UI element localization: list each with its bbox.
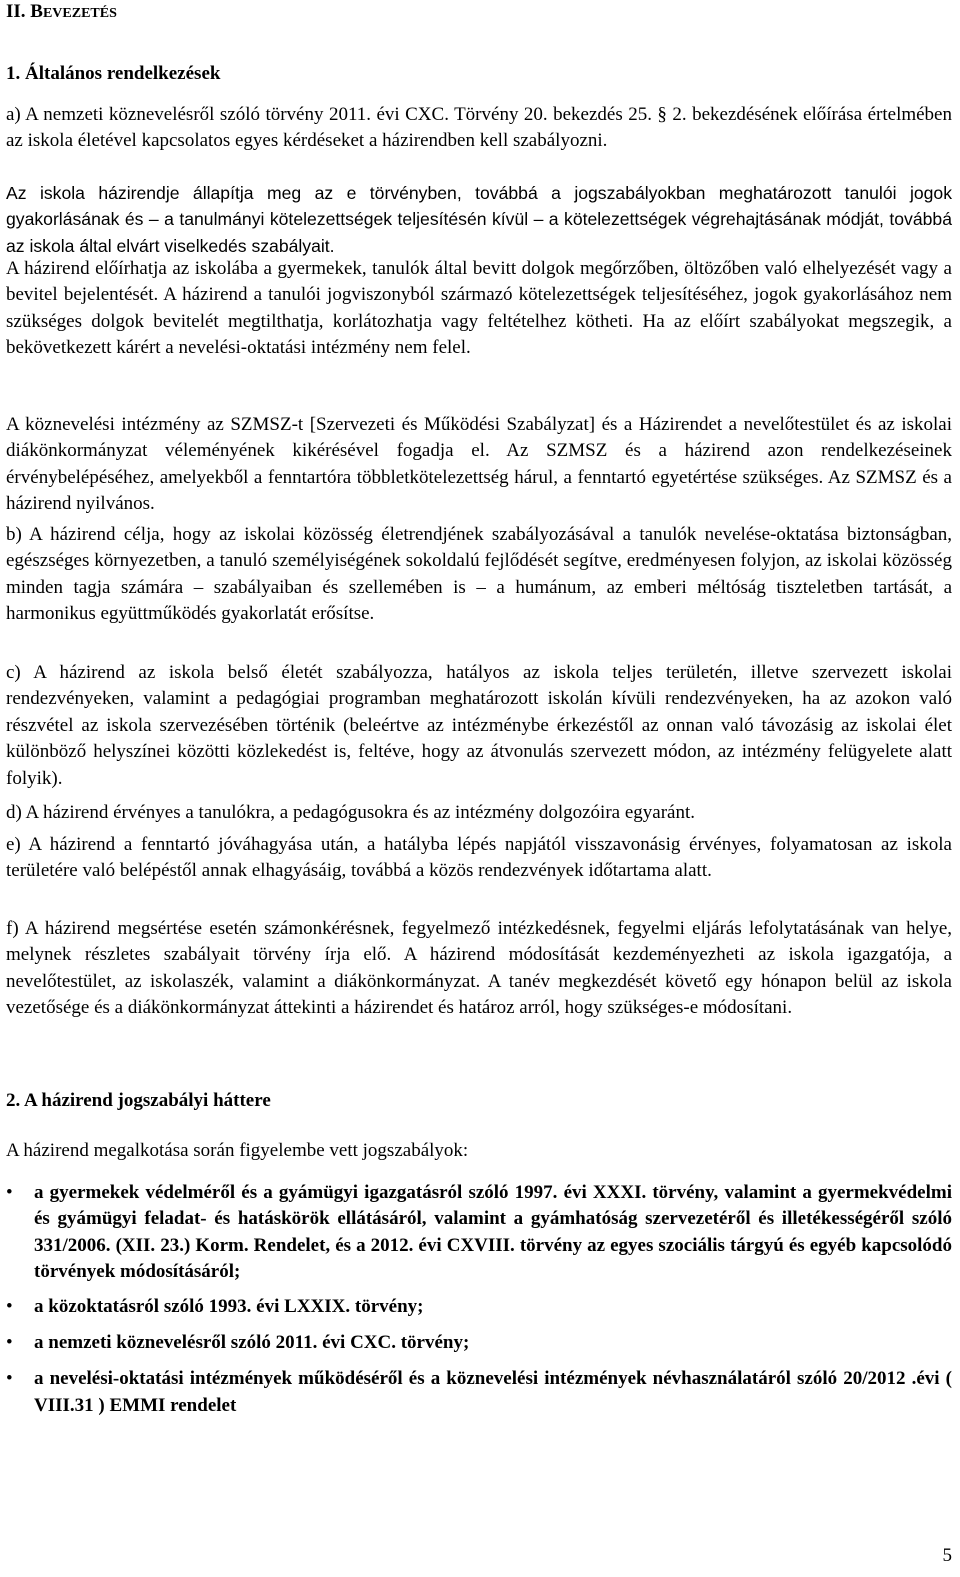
paragraph-szmsz: A köznevelési intézmény az SZMSZ-t [Szervezeti és Működési Szabályzat] és a Házirendet a nevelőtestület és az iskolai diákönkormányzat véleményének kikérésével fogadja el. Az SZMSZ és a házirend azon rendelkezéseinek érvénybelépéséhez, amelyekből a fenntartóra többletkötelezettség hárul, a fenntartó egyetértése szükséges. Az SZMSZ és a házirend nyilvános. <box>6 414 952 515</box>
paragraph-e: e) A házirend a fenntartó jóváhagyása után, a hatályba lépés napjától visszavonásig érvényes, folyamatosan az iskola területére való belépéstől annak elhagyásáig, továbbá a közös rendezvények időtartama alatt. <box>6 834 952 882</box>
chapter-heading-prefix: II. B <box>6 1 43 22</box>
section-2-intro: A házirend megalkotása során figyelembe vett jogszabályok: <box>6 1140 469 1161</box>
list-item-text: a közoktatásról szóló 1993. évi LXXIX. törvény; <box>34 1295 424 1317</box>
bullet-icon: • <box>6 1332 13 1354</box>
section-1-title: 1. Általános rendelkezések <box>6 63 221 84</box>
chapter-heading-rest: EVEZETÉS <box>42 6 117 21</box>
bullet-icon: • <box>6 1295 13 1317</box>
list-item-text: a nevelési-oktatási intézmények működéséről és a köznevelési intézmények névhasználatáról szóló 20/2012 .évi ( VIII.31 ) EMMI rendelet <box>34 1368 952 1416</box>
chapter-heading <box>6 0 117 26</box>
list-item-text: a gyermekek védelméről és a gyámügyi igazgatásról szóló 1997. évi XXXI. törvény, valamint a gyermekvédelmi és gyámügyi feladat- és hatáskörök ellátásáról, valamint a gyámhatóság szervezetéről és illetékességéről szóló 331/2006. (XII. 23.) Korm. Rendelet, és a 2012. évi CXVIII. törvény az egyes szociális tárgyú és egyéb kapcsolódó törvények módosításáról; <box>34 1182 952 1283</box>
paragraph-a-continued: Az iskola házirendje állapítja meg az e törvényben, továbbá a jogszabályokban meghatározott tanulói jogok gyakorlásának és – a tanulmányi kötelezettségek teljesítésén kívül – a kötelezettségek végrehajtásának módját, továbbá az iskola által elvárt viselkedés szabályait. <box>6 183 952 256</box>
bullet-icon: • <box>6 1182 13 1203</box>
list-item <box>6 1294 952 1320</box>
paragraph-b: b) A házirend célja, hogy az iskolai közösség életrendjének szabályozásával a tanulók nevelése-oktatása biztonságban, egészséges környezetben, a tanuló személyiségének sokoldalú fejlődését segítve, eredményesen folyjon, az iskolai közösség minden tagja számára – szabályaiban és szellemében is – a humánum, az emberi méltóság tiszteletben tartását, a harmonikus együttműködés gyakorlatát erősítse. <box>6 524 952 625</box>
legislation-list <box>6 1180 952 1419</box>
list-item <box>6 1366 952 1419</box>
section-2-title: 2. A házirend jogszabályi háttere <box>6 1090 271 1111</box>
paragraph-a: a) A nemzeti köznevelésről szóló törvény 2011. évi CXC. Törvény 20. bekezdés 25. § 2. bekezdésének előírása értelmében az iskola életével kapcsolatos egyes kérdéseket a házirendben kell szabályozni. <box>6 104 952 152</box>
paragraph-d: d) A házirend érvényes a tanulókra, a pedagógusokra és az intézmény dolgozóira egyaránt. <box>6 802 696 823</box>
paragraph-c: c) A házirend az iskola belső életét szabályozza, hatályos az iskola teljes területén, illetve szervezett iskolai rendezvényeken, valamint a pedagógiai programban meghatározott iskolán kívüli rendezvényeken, ha az azokon való részvétel az iskola szervezésében történik (beleértve az intézménybe érkezéstől az onnan való távozásig az iskolai élet különböző helyszínei közötti közlekedést is, feltéve, hogy az átvonulás szervezett módon, az intézmény felügyelete alatt folyik). <box>6 662 952 789</box>
paragraph-storage: A házirend előírhatja az iskolába a gyermekek, tanulók által bevitt dolgok megőrzőben, öltözőben való elhelyezését vagy a bevitel bejelentését. A házirend a tanulói jogviszonyból származó kötelezettségek teljesítéséhez, jogok gyakorlásához nem szükséges dolgok bevitelét megtilthatja, korlátozhatja vagy feltételhez kötheti. Ha az előírt szabályokat megszegik, a bekövetkezett kárért a nevelési-oktatási intézmény nem felel. <box>6 258 952 359</box>
bullet-icon: • <box>6 1368 13 1390</box>
page-number: 5 <box>942 1545 952 1566</box>
list-item <box>6 1180 952 1286</box>
list-item-text: a nemzeti köznevelésről szóló 2011. évi CXC. törvény; <box>34 1332 470 1354</box>
list-item <box>6 1330 952 1356</box>
paragraph-f: f) A házirend megsértése esetén számonkérésnek, fegyelmező intézkedésnek, fegyelmi eljárás lefolytatásának van helye, melynek részletes szabályait törvény írja elő. A házirend módosítását kezdeményezheti az iskola igazgatója, a nevelőtestület, az iskolaszék, valamint a diákönkormányzat. A tanév megkezdését követő egy hónapon belül az iskola vezetősége és a diákönkormányzat áttekinti a házirendet és határoz arról, hogy szükséges-e módosítani. <box>6 918 952 1019</box>
